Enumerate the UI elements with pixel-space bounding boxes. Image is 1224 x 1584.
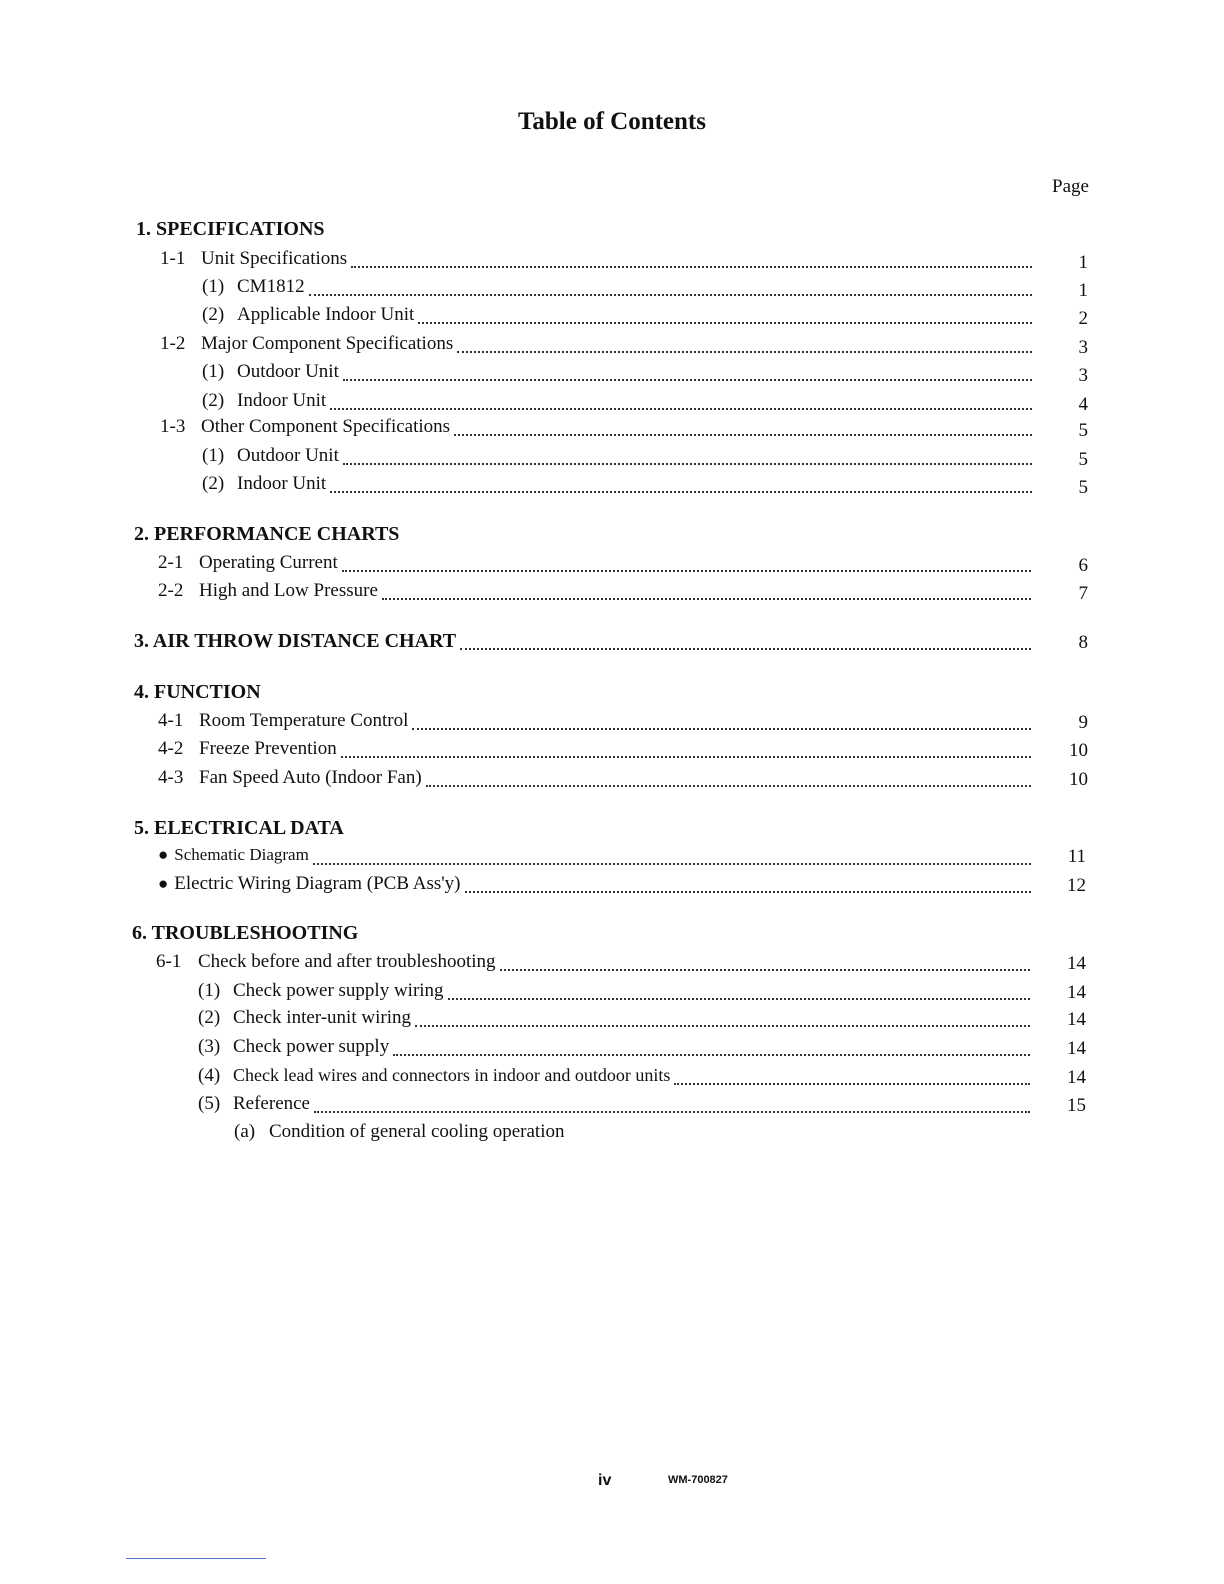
entry-title: Condition of general cooling operation — [269, 1121, 565, 1142]
toc-entry[interactable] — [202, 361, 1032, 387]
toc-entry[interactable] — [202, 276, 1032, 302]
dot-leader — [330, 408, 1032, 410]
entry-title: Outdoor Unit — [237, 445, 339, 466]
dot-leader — [343, 379, 1032, 381]
entry-page-number: 3 — [1078, 337, 1088, 358]
entry-title: Other Component Specifications — [201, 416, 451, 437]
toc-entry[interactable] — [202, 445, 1032, 471]
dot-leader — [457, 351, 1032, 353]
entry-number: (1) — [202, 361, 225, 382]
dot-leader — [342, 570, 1031, 572]
page-title: Table of Contents — [518, 108, 706, 135]
dot-leader — [393, 1054, 1030, 1056]
dot-leader — [351, 266, 1032, 268]
entry-number: (2) — [202, 304, 225, 325]
entry-page-number: 3 — [1078, 365, 1088, 386]
entry-page-number: 14 — [1067, 1067, 1086, 1088]
toc-entry[interactable] — [234, 1121, 834, 1147]
toc-entry[interactable] — [202, 304, 1032, 330]
entry-title: Electric Wiring Diagram (PCB Ass'y) — [174, 873, 461, 894]
entry-title: Outdoor Unit — [237, 361, 339, 382]
bullet-icon: ● — [158, 845, 169, 864]
entry-number: 4-1 — [158, 710, 184, 731]
entry-number: 1-1 — [160, 248, 186, 269]
entry-page-number: 14 — [1067, 1038, 1086, 1059]
entry-title: Fan Speed Auto (Indoor Fan) — [199, 767, 422, 788]
entry-title: Unit Specifications — [201, 248, 348, 269]
toc-entry[interactable] — [202, 390, 1032, 416]
entry-number: 4-2 — [158, 738, 184, 759]
entry-number: (1) — [202, 276, 225, 297]
entry-number: 2-2 — [158, 580, 184, 601]
toc-entry[interactable] — [158, 873, 1031, 899]
section-heading-performance-charts: 2. PERFORMANCE CHARTS — [134, 523, 400, 545]
entry-page-number: 9 — [1078, 712, 1088, 733]
entry-page-number: 10 — [1069, 769, 1088, 790]
entry-page-number: 8 — [1078, 632, 1088, 653]
entry-page-number: 12 — [1067, 875, 1086, 896]
dot-leader — [314, 1111, 1030, 1113]
entry-title: Indoor Unit — [237, 390, 327, 411]
entry-page-number: 1 — [1078, 252, 1088, 273]
dot-leader — [341, 756, 1031, 758]
toc-entry[interactable] — [198, 1007, 1030, 1033]
entry-page-number: 14 — [1067, 953, 1086, 974]
toc-entry[interactable] — [160, 416, 1032, 442]
entry-number: (4) — [198, 1065, 221, 1086]
footer-page-number: iv — [598, 1472, 612, 1489]
dot-leader — [313, 863, 1031, 865]
dot-leader — [465, 891, 1032, 893]
entry-title: High and Low Pressure — [199, 580, 378, 601]
bullet-icon: ● — [158, 874, 169, 893]
entry-title: Check inter-unit wiring — [233, 1007, 411, 1028]
entry-page-number: 7 — [1078, 583, 1088, 604]
entry-title: Operating Current — [199, 552, 338, 573]
dot-leader — [382, 598, 1031, 600]
entry-number: (2) — [202, 473, 225, 494]
entry-number: (2) — [202, 390, 225, 411]
dot-leader — [426, 785, 1031, 787]
toc-entry-air-throw[interactable] — [134, 630, 1031, 656]
entry-number: (1) — [202, 445, 225, 466]
entry-number: 6-1 — [156, 951, 182, 972]
toc-entry[interactable] — [160, 248, 1032, 274]
section-heading-specifications: 1. SPECIFICATIONS — [136, 218, 325, 240]
entry-page-number: 5 — [1078, 449, 1088, 470]
entry-title: Freeze Prevention — [199, 738, 337, 759]
entry-page-number: 4 — [1078, 394, 1088, 415]
entry-page-number: 2 — [1078, 308, 1088, 329]
dot-leader — [412, 728, 1031, 730]
entry-number: (2) — [198, 1007, 221, 1028]
entry-title: Check lead wires and connectors in indoor and outdoor units — [233, 1065, 671, 1085]
dot-leader — [448, 998, 1030, 1000]
toc-entry[interactable] — [156, 951, 1030, 977]
toc-entry[interactable] — [158, 580, 1031, 606]
dot-leader — [460, 648, 1031, 650]
toc-entry[interactable] — [198, 1093, 1030, 1119]
entry-title: Check power supply — [233, 1036, 390, 1057]
toc-entry[interactable] — [198, 1065, 1030, 1091]
toc-entry[interactable] — [160, 333, 1032, 359]
entry-page-number: 11 — [1067, 846, 1086, 867]
dot-leader — [674, 1083, 1030, 1085]
toc-entry[interactable] — [158, 845, 1031, 871]
toc-entry[interactable] — [158, 710, 1031, 736]
entry-number: (3) — [198, 1036, 221, 1057]
entry-title: Indoor Unit — [237, 473, 327, 494]
entry-title: Schematic Diagram — [174, 845, 309, 864]
entry-title: Check power supply wiring — [233, 980, 444, 1001]
toc-entry[interactable] — [158, 767, 1031, 793]
entry-title: Room Temperature Control — [199, 710, 409, 731]
entry-number: 4-3 — [158, 767, 184, 788]
entry-title: Reference — [233, 1093, 310, 1114]
dot-leader — [330, 491, 1032, 493]
entry-title: CM1812 — [237, 276, 305, 297]
toc-entry[interactable] — [198, 1036, 1030, 1062]
section-heading-air-throw-distance-chart: 3. AIR THROW DISTANCE CHART — [134, 630, 457, 652]
toc-entry[interactable] — [158, 738, 1031, 764]
dot-leader — [454, 434, 1032, 436]
entry-page-number: 15 — [1067, 1095, 1086, 1116]
footer-document-code: WM-700827 — [668, 1474, 728, 1486]
dot-leader — [500, 969, 1030, 971]
entry-number: (a) — [234, 1121, 256, 1142]
dot-leader — [343, 463, 1032, 465]
entry-page-number: 10 — [1069, 740, 1088, 761]
section-heading-electrical-data: 5. ELECTRICAL DATA — [134, 817, 344, 839]
section-heading-function: 4. FUNCTION — [134, 681, 261, 703]
section-heading-troubleshooting: 6. TROUBLESHOOTING — [132, 922, 359, 944]
dot-leader — [415, 1025, 1030, 1027]
dot-leader — [418, 322, 1032, 324]
entry-number: (1) — [198, 980, 221, 1001]
entry-title: Applicable Indoor Unit — [237, 304, 415, 325]
entry-page-number: 14 — [1067, 1009, 1086, 1030]
entry-page-number: 5 — [1078, 420, 1088, 441]
entry-number: 2-1 — [158, 552, 184, 573]
entry-page-number: 14 — [1067, 982, 1086, 1003]
entry-number: (5) — [198, 1093, 221, 1114]
entry-title: Check before and after troubleshooting — [198, 951, 496, 972]
toc-entry[interactable] — [202, 473, 1032, 499]
page-column-label: Page — [1052, 176, 1089, 197]
entry-page-number: 5 — [1078, 477, 1088, 498]
dot-leader — [309, 294, 1032, 296]
entry-title: Major Component Specifications — [201, 333, 454, 354]
entry-number: 1-3 — [160, 416, 186, 437]
toc-entry[interactable] — [158, 552, 1031, 578]
entry-page-number: 1 — [1078, 280, 1088, 301]
bottom-rule — [126, 1558, 266, 1559]
entry-page-number: 6 — [1078, 555, 1088, 576]
entry-number: 1-2 — [160, 333, 186, 354]
toc-entry[interactable] — [198, 980, 1030, 1006]
